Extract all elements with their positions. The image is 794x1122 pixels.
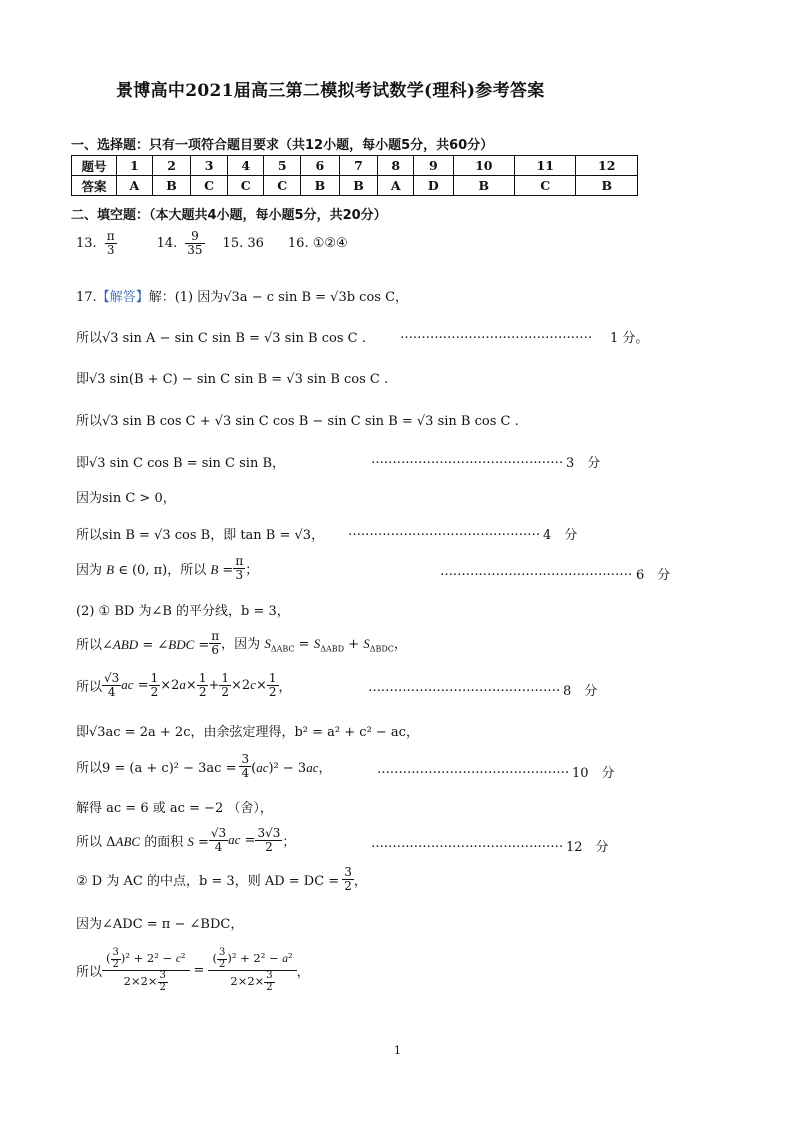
fraction: $\frac{1}{2}$ — [221, 671, 230, 699]
fraction: $\frac{3}{2}$ — [344, 865, 352, 893]
big-fraction-left: ( $\frac{3}{2}$ )² + 2² − c² 2×2× $\frac{3}{2}$ — [102, 948, 190, 993]
q17-line-18: 所以 ( $\frac{3}{2}$ )² + 2² − c² 2×2× $\frac{3}{2}$ = ( $\frac{3}{2}$ )² + 2² − a² 2×2× $\frac{3}{2}$ ， — [76, 947, 310, 993]
score-dots: ……………………………………… — [371, 452, 564, 467]
q17-line-5: 即√3 sin C cos B = sin C sin B， — [76, 456, 286, 471]
score-dots: ……………………………………… — [377, 762, 570, 777]
q17-line-12: 即√3ac = 2a + 2c，由余弦定理得，b² = a² + c² − ac， — [76, 725, 419, 740]
q17-line-11: 所以 $\frac{√3}{4}$ ac = $\frac{1}{2}$ ×2a× $\frac{1}{2}$ + $\frac{1}{2}$ ×2c× $\frac{1}{2}$ ， — [76, 671, 292, 699]
q16-answer: 16. ①②④ — [287, 235, 348, 251]
table-cell: C — [227, 176, 264, 196]
score-3: 3 分 — [566, 456, 601, 471]
table-row-answers — [72, 176, 638, 196]
answer-table — [71, 155, 638, 196]
q13-numerator: π — [106, 229, 115, 243]
q14-numerator: 9 — [185, 230, 204, 244]
table-cell: A — [117, 176, 153, 196]
q17-line-8: 因为 B ∈ (0, π)，所以 B = $\frac{\pi}{3}$ ； — [76, 554, 259, 582]
q17-line-7: 所以sin B = √3 cos B，即 tan B = √3， — [76, 528, 325, 543]
q14-fraction — [185, 230, 204, 256]
page-title: 景博高中2021届高三第二模拟考试数学(理科)参考答案 — [116, 81, 545, 101]
q14-label: 14. — [156, 235, 178, 251]
score-12: 12 分 — [566, 840, 609, 855]
solution-text: 解：(1) 因为√3a − c sin B = √3b cos C， — [148, 290, 409, 305]
score-1: 1 分。 — [610, 331, 649, 346]
table-cell: C — [264, 176, 301, 196]
score-dots: ……………………………………… — [400, 327, 593, 342]
table-header-cell: 题号 — [72, 156, 117, 176]
table-row-numbers — [72, 156, 638, 176]
solution-text: 所以9 = (a + c)² − 3ac = — [76, 760, 237, 776]
score-6: 6 分 — [636, 568, 671, 583]
score-dots: ……………………………………… — [371, 836, 564, 851]
score-dots: ……………………………………… — [440, 564, 633, 579]
table-cell: 3 — [191, 156, 228, 176]
q17-line-2: 所以√3 sin A − sin C sin B = √3 sin B cos C . — [76, 331, 366, 346]
fraction: $\frac{√3}{4}$ — [210, 826, 227, 854]
table-cell: D — [414, 176, 454, 196]
answer-tag: 【解答】 — [96, 290, 149, 305]
q13-denominator: 3 — [106, 242, 115, 257]
page-number: 1 — [394, 1044, 401, 1057]
fraction-pi-6: $\frac{\pi}{6}$ — [211, 629, 220, 657]
section-fill-heading: 二、填空题：（本大题共4小题，每小题5分，共20分） — [71, 208, 387, 223]
q17-line-6: 因为sin C > 0， — [76, 491, 176, 506]
q15-answer: 15. 36 — [222, 235, 264, 251]
q17-line-17: 因为∠ADC = π − ∠BDC， — [76, 917, 244, 932]
table-cell: B — [152, 176, 191, 196]
fraction: $\frac{3√3}{2}$ — [257, 826, 281, 854]
table-cell: 5 — [264, 156, 301, 176]
table-header-cell: 答案 — [72, 176, 117, 196]
denominator: 3 — [235, 567, 244, 582]
score-8: 8 分 — [563, 684, 598, 699]
q17-line-16: ② D 为 AC 的中点，b = 3，则 AD = DC = $\frac{3}{2}$ ， — [76, 865, 367, 893]
table-cell: 9 — [414, 156, 454, 176]
q17-line-4: 所以√3 sin B cos C + √3 sin C cos B − sin C sin B = √3 sin B cos C . — [76, 414, 519, 429]
solution-text: ② D 为 AC 的中点，b = 3，则 AD = DC = — [76, 873, 340, 889]
numerator: π — [235, 554, 244, 568]
fraction: $\frac{1}{2}$ — [198, 671, 207, 699]
fraction: $\frac{1}{2}$ — [150, 671, 159, 699]
big-fraction-right: ( $\frac{3}{2}$ )² + 2² − a² 2×2× $\frac{3}{2}$ — [208, 948, 296, 993]
fraction-pi-3 — [233, 555, 245, 581]
score-dots: ……………………………………… — [368, 680, 561, 695]
q17-line-10: 所以∠ABD = ∠BDC = $\frac{\pi}{6}$ ，因为 $S_{\Delta ABC} = S_{\Delta ABD} + S_{\Delta BDC}$， — [76, 629, 407, 657]
q14-denominator: 35 — [187, 242, 203, 257]
table-cell: 1 — [117, 156, 153, 176]
fraction: $\frac{1}{2}$ — [268, 671, 277, 699]
q17-line-15: 所以 ΔABC 的面积 S = $\frac{√3}{4}$ ac = $\frac{3√3}{2}$ ； — [76, 826, 296, 854]
q13-label: 13. — [76, 235, 97, 251]
table-cell: B — [576, 176, 638, 196]
score-4: 4 分 — [543, 528, 578, 543]
q17-line-1 — [76, 286, 408, 305]
q17-line-9: (2) ① BD 为∠B 的平分线，b = 3， — [76, 604, 290, 619]
table-cell: 8 — [378, 156, 414, 176]
fraction: $\frac{3}{4}$ — [241, 752, 250, 780]
table-cell: 6 — [301, 156, 340, 176]
table-cell: 2 — [152, 156, 191, 176]
score-dots: ……………………………………… — [348, 524, 541, 539]
table-cell: 7 — [339, 156, 378, 176]
table-cell: A — [378, 176, 414, 196]
table-cell: B — [453, 176, 514, 196]
table-cell: 4 — [227, 156, 264, 176]
q13-fraction — [105, 230, 117, 256]
table-cell: C — [191, 176, 228, 196]
fill-answers — [76, 230, 348, 256]
table-cell: 10 — [453, 156, 514, 176]
table-cell: 12 — [576, 156, 638, 176]
table-cell: B — [301, 176, 340, 196]
section-choice-heading: 一、选择题：只有一项符合题目要求（共12小题，每小题5分，共60分） — [71, 138, 494, 153]
table-cell: 11 — [515, 156, 576, 176]
table-cell: C — [515, 176, 576, 196]
q17-line-13: 所以9 = (a + c)² − 3ac = $\frac{3}{4}$ (ac)² − 3ac， — [76, 752, 332, 780]
q17-line-14: 解得 ac = 6 或 ac = −2 （舍）， — [76, 801, 273, 816]
score-10: 10 分 — [572, 766, 615, 781]
q17-line-3: 即√3 sin(B + C) − sin C sin B = √3 sin B cos C . — [76, 372, 389, 387]
q17-label: 17. — [76, 290, 97, 305]
fraction: $\frac{√3}{4}$ — [104, 671, 120, 699]
table-cell: B — [339, 176, 378, 196]
